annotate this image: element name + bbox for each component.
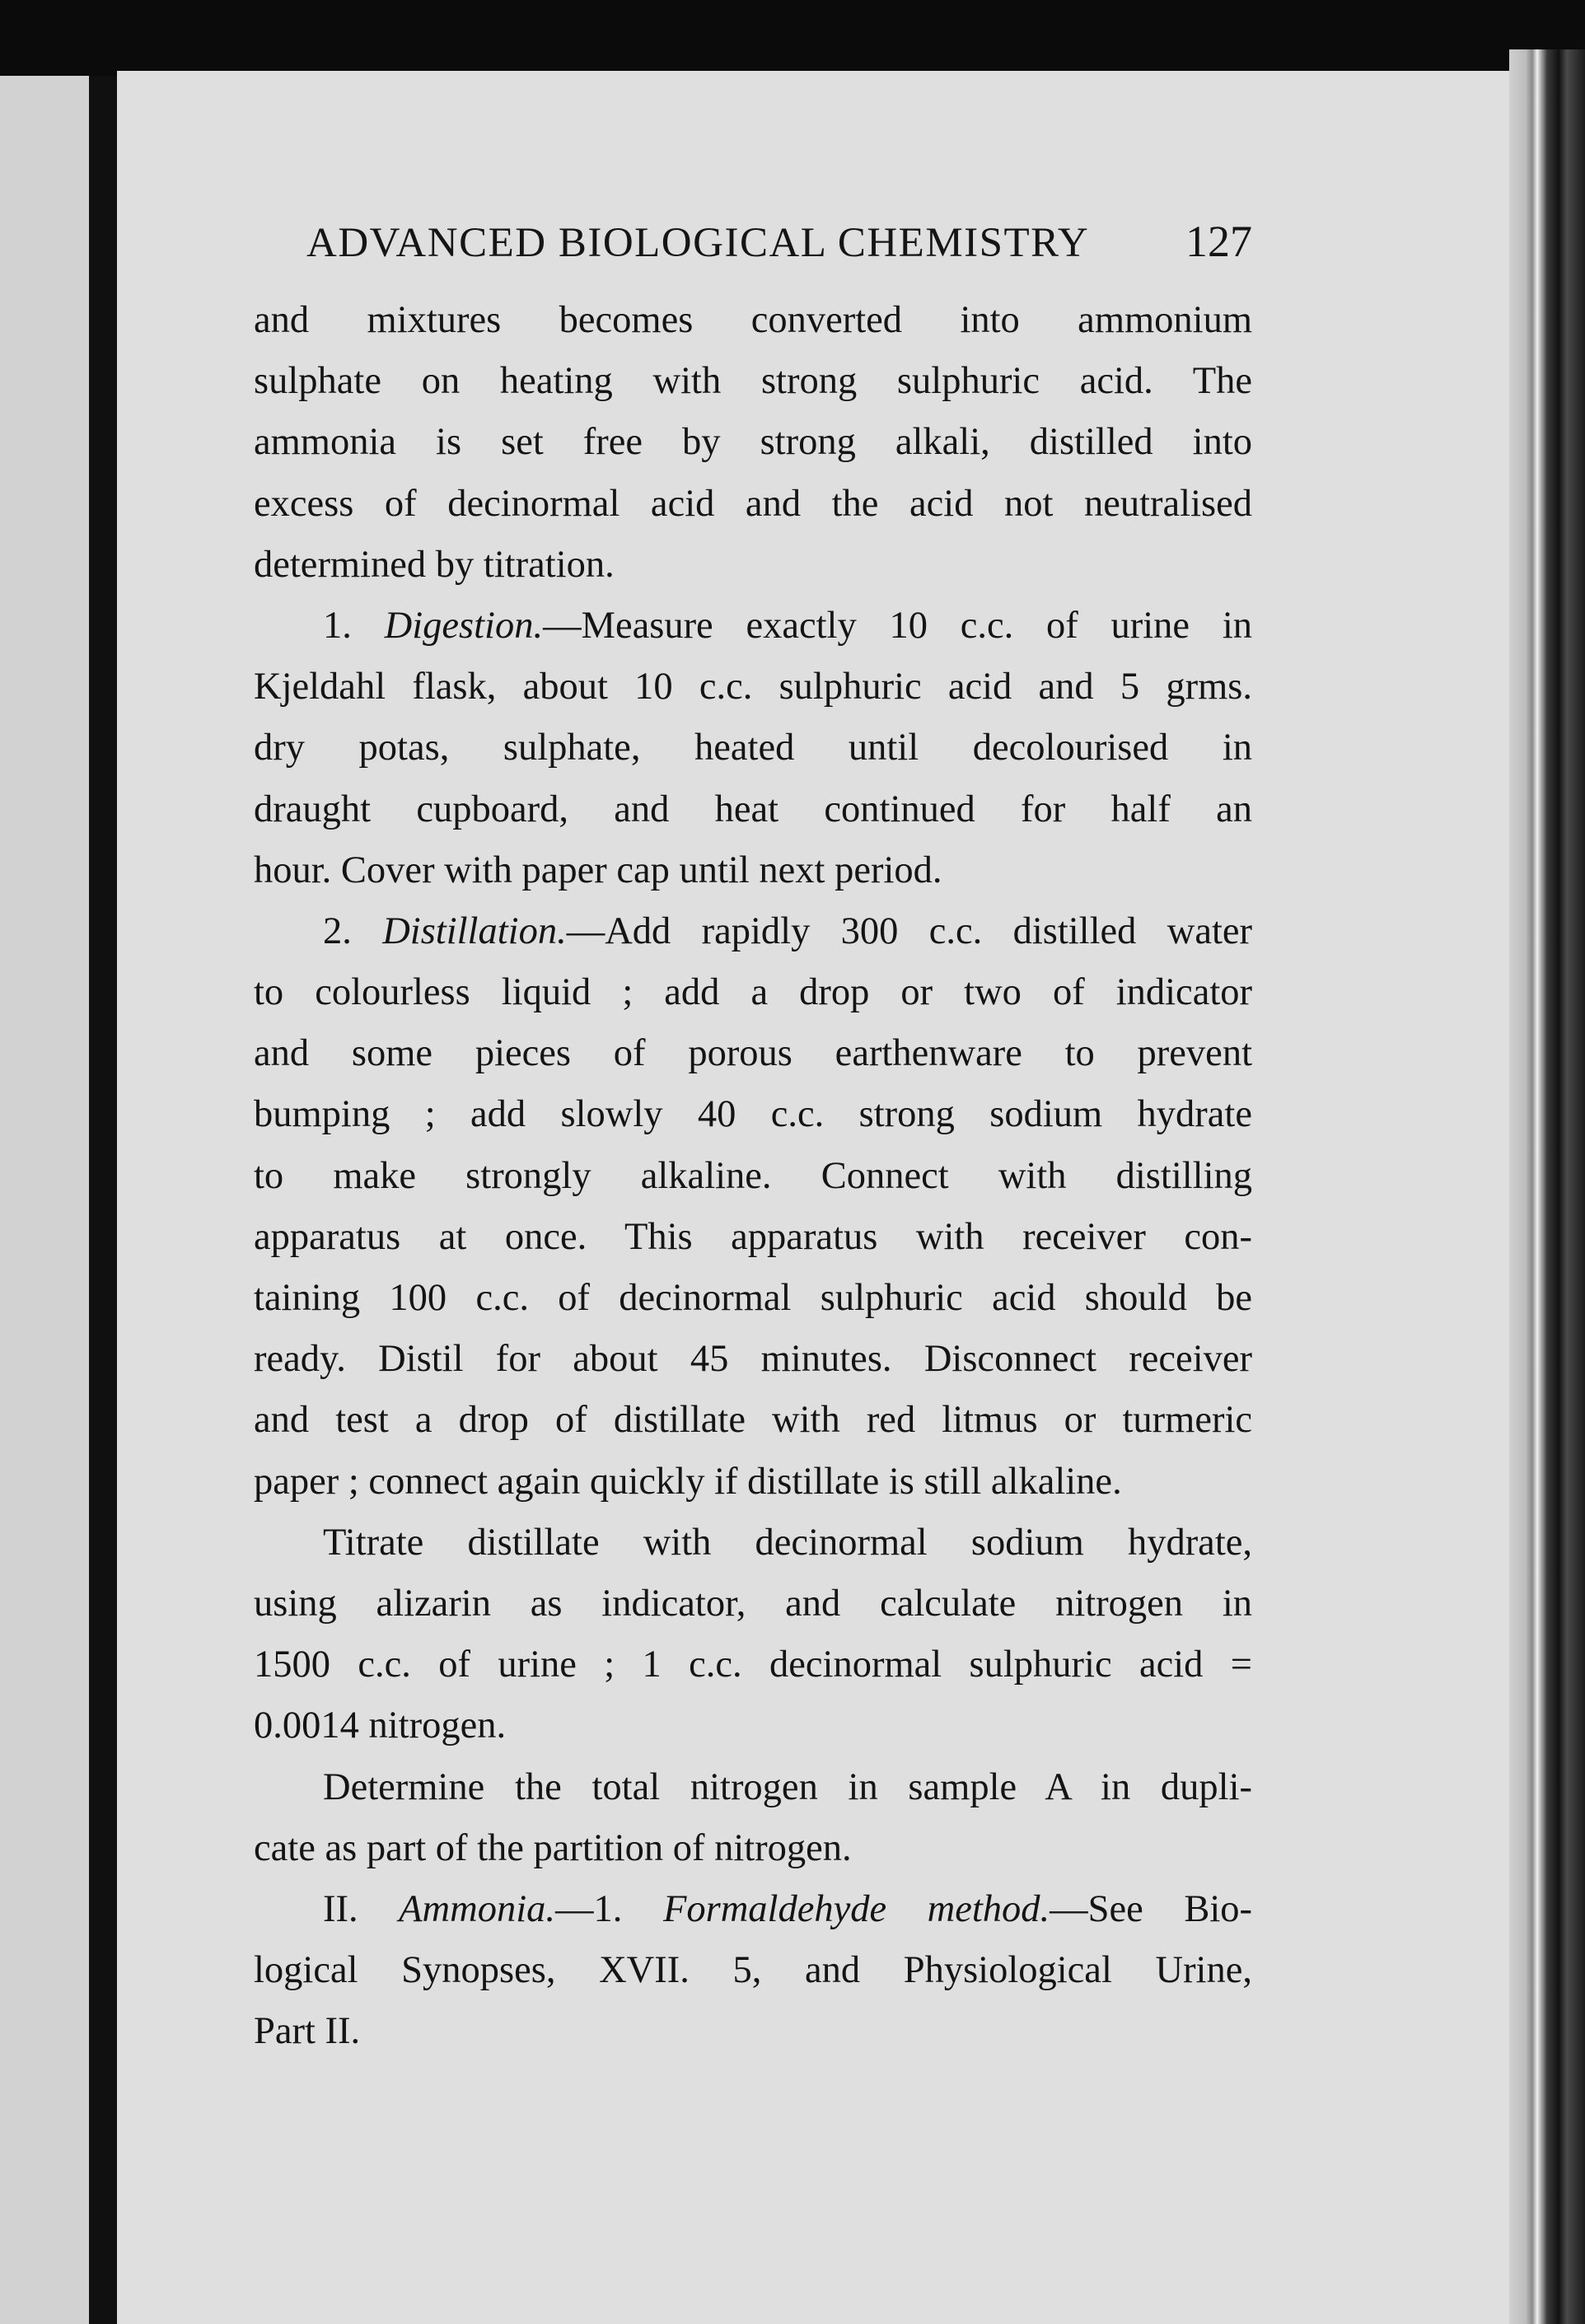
scan-top-border [0, 0, 1585, 76]
book-gutter-shadow [89, 76, 117, 2324]
text-line: dry potas, sulphate, heated until decolourised in [254, 727, 1252, 769]
item-number: 2. [323, 909, 352, 952]
text-line: ready. Distil for about 45 minutes. Disconnect receiver [254, 1338, 1252, 1381]
text-line: 1500 c.c. of urine ; 1 c.c. decinormal sulphuric acid = [254, 1644, 1252, 1686]
text-run: —See Bio- [1050, 1887, 1253, 1930]
text-line: apparatus at once. This apparatus with receiver con- [254, 1215, 1252, 1258]
section-title-formaldehyde-method: Formaldehyde method. [662, 1887, 1050, 1930]
section-title-ammonia: Ammonia. [399, 1887, 556, 1930]
item-number: II. [323, 1887, 358, 1930]
section-title-distillation: Distillation. [382, 909, 567, 952]
text-line: ammonia is set free by strong alkali, distilled into [254, 421, 1252, 464]
text-line: sulphate on heating with strong sulphuric acid. The [254, 360, 1252, 403]
text-line: to make strongly alkaline. Connect with distilling [254, 1154, 1252, 1197]
text-line: excess of decinormal acid and the acid not neutralised [254, 482, 1252, 525]
text-line: draught cupboard, and heat continued for half an [254, 788, 1252, 830]
text-run: —Measure exactly 10 c.c. of urine in [543, 604, 1252, 647]
text-line: taining 100 c.c. of decinormal sulphuric acid should be [254, 1277, 1252, 1319]
text-line: Titrate distillate with decinormal sodium hydrate, [323, 1521, 1252, 1564]
text-line: using alizarin as indicator, and calculate nitrogen in [254, 1582, 1252, 1625]
text-line: and some pieces of porous earthenware to prevent [254, 1032, 1252, 1075]
text-line: logical Synopses, XVII. 5, and Physiological Urine, [254, 1949, 1252, 1992]
text-run: —Add rapidly 300 c.c. distilled water [566, 909, 1252, 952]
text-line: to colourless liquid ; add a drop or two of indicator [254, 971, 1252, 1014]
text-line: paper ; connect again quickly if distillate is still alkaline. [254, 1460, 1122, 1503]
section-title-digestion: Digestion. [384, 604, 544, 647]
page-stack-edge [1509, 49, 1585, 2324]
item-number: 1. [323, 604, 352, 647]
text-run: —1. [555, 1887, 623, 1930]
page-number: 127 [1185, 217, 1252, 266]
text-line: Part II. [254, 2010, 361, 2053]
paragraph-digestion-heading [254, 596, 1252, 657]
paragraph-ammonia-heading [254, 1879, 1252, 1940]
text-line: hour. Cover with paper cap until next period. [254, 849, 942, 891]
text-line: Determine the total nitrogen in sample A in dupli- [323, 1765, 1252, 1808]
running-head-title: ADVANCED BIOLOGICAL CHEMISTRY [306, 220, 1090, 266]
facing-page-edge [0, 76, 89, 2324]
text-line: bumping ; add slowly 40 c.c. strong sodium hydrate [254, 1093, 1252, 1136]
text-line: cate as part of the partition of nitrogen. [254, 1826, 852, 1869]
text-line: Kjeldahl flask, about 10 c.c. sulphuric acid and 5 grms. [254, 666, 1252, 708]
running-head [306, 216, 1252, 267]
text-line: and mixtures becomes converted into ammonium [254, 299, 1252, 341]
text-line: 0.0014 nitrogen. [254, 1704, 507, 1747]
body-text [254, 290, 1252, 2062]
text-line: determined by titration. [254, 543, 615, 586]
text-line: and test a drop of distillate with red litmus or turmeric [254, 1399, 1252, 1442]
paragraph-distillation-heading [254, 901, 1252, 962]
